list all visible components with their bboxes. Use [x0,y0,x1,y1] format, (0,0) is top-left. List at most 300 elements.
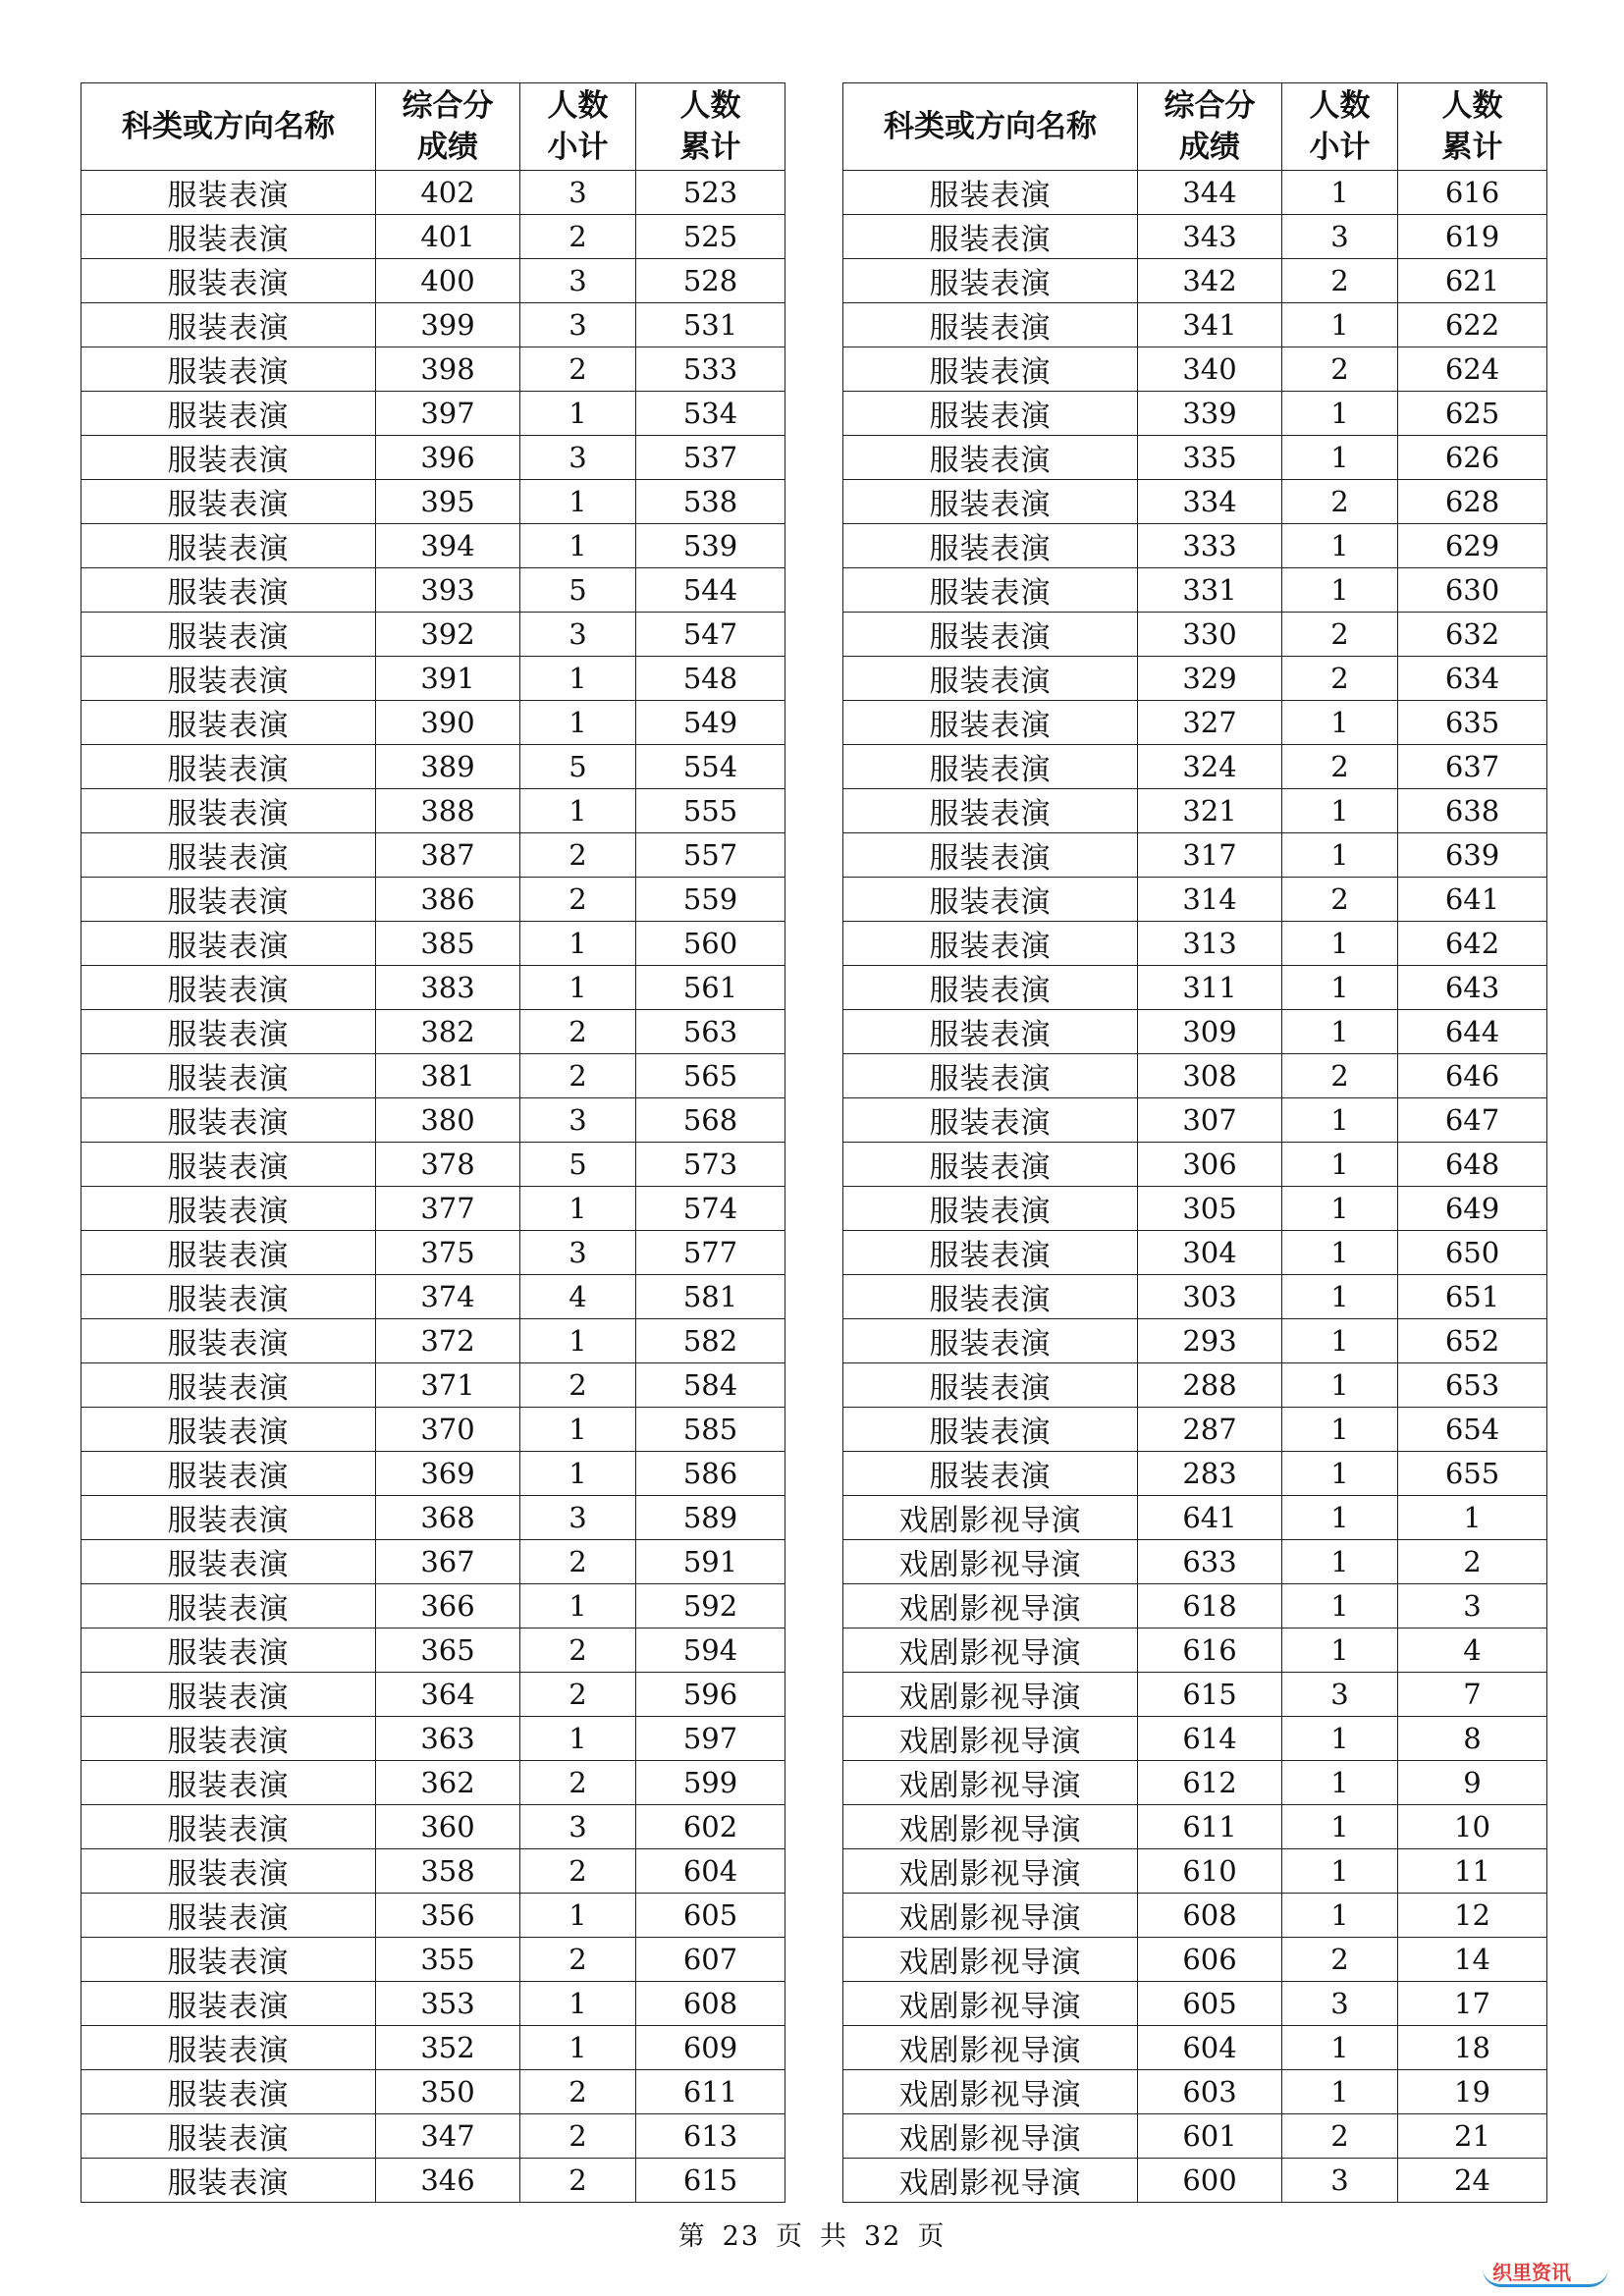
cell-name: 服装表演 [81,1584,376,1629]
cell-score: 313 [1138,922,1282,966]
cell-name: 服装表演 [843,657,1138,701]
cell-score: 339 [1138,392,1282,436]
table-row [81,215,785,259]
cell-score: 600 [1138,2159,1282,2203]
cell-score: 392 [376,613,520,657]
table-row [81,1408,785,1452]
cell-score: 394 [376,524,520,568]
cell-cumulative: 523 [636,171,785,215]
table-row [843,1717,1547,1761]
cell-cumulative: 11 [1398,1849,1547,1894]
cell-count: 3 [520,1231,636,1275]
header-score [376,83,520,171]
cell-score: 317 [1138,833,1282,878]
cell-cumulative: 642 [1398,922,1547,966]
cell-name: 服装表演 [81,347,376,392]
cell-name: 服装表演 [81,745,376,789]
header-score-line2: 成绩 [1179,130,1240,165]
table-row [843,215,1547,259]
cell-count: 1 [1282,1496,1398,1540]
table-row [81,1143,785,1187]
watermark-text: 织里资讯 [1492,2261,1571,2284]
table-row [843,2159,1547,2203]
cell-cumulative: 12 [1398,1894,1547,1938]
cell-score: 344 [1138,171,1282,215]
cell-count: 1 [1282,1894,1398,1938]
cell-count: 2 [1282,657,1398,701]
cell-name: 服装表演 [843,1363,1138,1408]
cell-score: 352 [376,2026,520,2070]
cell-cumulative: 581 [636,1275,785,1319]
header-score-line1: 综合分 [402,88,494,124]
cell-count: 2 [520,2070,636,2114]
cell-cumulative: 577 [636,1231,785,1275]
cell-cumulative: 584 [636,1363,785,1408]
header-count-line2: 小计 [547,130,609,165]
cell-name: 戏剧影视导演 [843,2026,1138,2070]
cell-name: 戏剧影视导演 [843,2070,1138,2114]
cell-count: 3 [520,171,636,215]
cell-count: 1 [520,789,636,833]
cell-cumulative: 534 [636,392,785,436]
table-row [81,745,785,789]
header-name: 科类或方向名称 [81,83,376,171]
cell-name: 服装表演 [81,1717,376,1761]
cell-cumulative: 611 [636,2070,785,2114]
table-row [843,2114,1547,2159]
cell-cumulative: 3 [1398,1584,1547,1629]
cell-count: 1 [1282,568,1398,613]
cell-name: 戏剧影视导演 [843,1717,1138,1761]
table-row [81,1761,785,1805]
table-row [81,1275,785,1319]
cell-count: 3 [520,1496,636,1540]
table-row [843,1496,1547,1540]
cell-cumulative: 8 [1398,1717,1547,1761]
cell-cumulative: 18 [1398,2026,1547,2070]
table-row [81,1363,785,1408]
cell-cumulative: 7 [1398,1673,1547,1717]
cell-score: 605 [1138,1982,1282,2026]
cell-count: 1 [1282,1363,1398,1408]
cell-name: 戏剧影视导演 [843,2114,1138,2159]
cell-count: 1 [520,392,636,436]
table-row [81,2070,785,2114]
cell-score: 614 [1138,1717,1282,1761]
cell-count: 2 [520,215,636,259]
cell-name: 服装表演 [81,1054,376,1098]
cell-name: 戏剧影视导演 [843,1673,1138,1717]
cell-cumulative: 596 [636,1673,785,1717]
cell-score: 386 [376,878,520,922]
cell-cumulative: 628 [1398,480,1547,524]
cell-score: 396 [376,436,520,480]
cell-cumulative: 637 [1398,745,1547,789]
cell-count: 3 [1282,215,1398,259]
cell-score: 611 [1138,1805,1282,1849]
cell-score: 399 [376,303,520,347]
cell-count: 3 [520,613,636,657]
cell-cumulative: 653 [1398,1363,1547,1408]
cell-score: 335 [1138,436,1282,480]
cell-cumulative: 585 [636,1408,785,1452]
cell-count: 1 [1282,922,1398,966]
cell-count: 4 [520,1275,636,1319]
table-row [81,1098,785,1143]
cell-name: 服装表演 [81,1938,376,1982]
table-row [81,1319,785,1363]
cell-score: 341 [1138,303,1282,347]
cell-name: 服装表演 [81,613,376,657]
cell-name: 服装表演 [843,833,1138,878]
cell-score: 309 [1138,1010,1282,1054]
cell-name: 服装表演 [843,922,1138,966]
cell-cumulative: 555 [636,789,785,833]
table-row [81,392,785,436]
table-row [81,922,785,966]
table-row [843,966,1547,1010]
cell-cumulative: 643 [1398,966,1547,1010]
cell-score: 610 [1138,1849,1282,1894]
table-row [81,1054,785,1098]
cell-score: 367 [376,1540,520,1584]
cell-name: 服装表演 [81,480,376,524]
cell-count: 2 [520,1629,636,1673]
cell-name: 服装表演 [843,171,1138,215]
cell-name: 服装表演 [843,1231,1138,1275]
cell-name: 服装表演 [843,480,1138,524]
cell-count: 2 [1282,1054,1398,1098]
table-body-right [843,171,1547,2203]
cell-name: 戏剧影视导演 [843,2159,1138,2203]
cell-count: 1 [520,1408,636,1452]
cell-cumulative: 9 [1398,1761,1547,1805]
cell-cumulative: 622 [1398,303,1547,347]
header-count-line1: 人数 [547,88,609,124]
cell-cumulative: 655 [1398,1452,1547,1496]
cell-score: 398 [376,347,520,392]
cell-score: 330 [1138,613,1282,657]
cell-count: 2 [1282,347,1398,392]
table-row [81,1010,785,1054]
cell-name: 服装表演 [843,966,1138,1010]
table-row [843,1629,1547,1673]
cell-score: 382 [376,1010,520,1054]
cell-score: 358 [376,1849,520,1894]
cell-cumulative: 539 [636,524,785,568]
cell-score: 365 [376,1629,520,1673]
cell-cumulative: 654 [1398,1408,1547,1452]
cell-cumulative: 533 [636,347,785,392]
cell-name: 服装表演 [81,1098,376,1143]
table-row [843,1849,1547,1894]
cell-count: 2 [520,1938,636,1982]
cell-name: 服装表演 [81,436,376,480]
cell-score: 366 [376,1584,520,1629]
table-row [81,259,785,303]
cell-cumulative: 561 [636,966,785,1010]
cell-score: 400 [376,259,520,303]
cell-name: 服装表演 [843,1187,1138,1231]
cell-count: 1 [1282,1540,1398,1584]
table-row [81,347,785,392]
table-row [843,1894,1547,1938]
cell-count: 5 [520,568,636,613]
cell-cumulative: 630 [1398,568,1547,613]
table-row [81,657,785,701]
table-row [81,1938,785,1982]
cell-count: 1 [1282,966,1398,1010]
cell-count: 1 [520,1187,636,1231]
cell-cumulative: 635 [1398,701,1547,745]
table-row [843,1540,1547,1584]
cell-score: 347 [376,2114,520,2159]
cell-score: 288 [1138,1363,1282,1408]
cell-cumulative: 591 [636,1540,785,1584]
cell-name: 服装表演 [843,701,1138,745]
cell-cumulative: 568 [636,1098,785,1143]
cell-name: 服装表演 [81,1629,376,1673]
cell-score: 370 [376,1408,520,1452]
table-row [843,657,1547,701]
cell-count: 1 [1282,1849,1398,1894]
cell-count: 1 [520,2026,636,2070]
cell-cumulative: 2 [1398,1540,1547,1584]
header-count-line2: 小计 [1309,130,1371,165]
cell-name: 戏剧影视导演 [843,1540,1138,1584]
cell-cumulative: 4 [1398,1629,1547,1673]
table-row [81,1717,785,1761]
cell-name: 服装表演 [843,1010,1138,1054]
cell-count: 2 [520,878,636,922]
header-cumulative-line2: 累计 [679,130,741,165]
cell-score: 353 [376,1982,520,2026]
cell-score: 364 [376,1673,520,1717]
cell-cumulative: 647 [1398,1098,1547,1143]
cell-name: 戏剧影视导演 [843,1584,1138,1629]
cell-score: 293 [1138,1319,1282,1363]
cell-cumulative: 528 [636,259,785,303]
table-row [843,259,1547,303]
cell-count: 1 [520,480,636,524]
cell-cumulative: 616 [1398,171,1547,215]
cell-score: 311 [1138,966,1282,1010]
cell-count: 2 [520,2159,636,2203]
cell-count: 2 [1282,745,1398,789]
cell-score: 388 [376,789,520,833]
cell-name: 服装表演 [81,922,376,966]
cell-name: 戏剧影视导演 [843,1894,1138,1938]
header-score-line2: 成绩 [417,130,478,165]
table-row [81,480,785,524]
cell-name: 戏剧影视导演 [843,1849,1138,1894]
cell-score: 368 [376,1496,520,1540]
cell-count: 1 [1282,1452,1398,1496]
table-row [81,1982,785,2026]
cell-score: 604 [1138,2026,1282,2070]
cell-count: 2 [520,833,636,878]
cell-cumulative: 597 [636,1717,785,1761]
page-footer [0,2215,1624,2253]
cell-score: 362 [376,1761,520,1805]
cell-cumulative: 573 [636,1143,785,1187]
cell-name: 服装表演 [81,701,376,745]
cell-score: 305 [1138,1187,1282,1231]
cell-name: 服装表演 [843,745,1138,789]
header-cumulative-line1: 人数 [1441,88,1503,124]
cell-score: 287 [1138,1408,1282,1452]
table-row [81,303,785,347]
table-row [843,1143,1547,1187]
watermark-logo [1483,2255,1610,2284]
cell-cumulative: 560 [636,922,785,966]
cell-cumulative: 624 [1398,347,1547,392]
cell-cumulative: 644 [1398,1010,1547,1054]
cell-cumulative: 625 [1398,392,1547,436]
cell-score: 641 [1138,1496,1282,1540]
cell-count: 1 [520,1584,636,1629]
table-row [81,2026,785,2070]
cell-count: 3 [1282,1982,1398,2026]
cell-name: 服装表演 [81,215,376,259]
cell-name: 服装表演 [81,1231,376,1275]
cell-name: 服装表演 [81,1540,376,1584]
cell-score: 387 [376,833,520,878]
cell-count: 1 [520,922,636,966]
table-row [81,833,785,878]
cell-score: 343 [1138,215,1282,259]
header-row [81,83,785,171]
cell-score: 283 [1138,1452,1282,1496]
cell-count: 1 [1282,789,1398,833]
cell-cumulative: 632 [1398,613,1547,657]
cell-name: 服装表演 [81,392,376,436]
table-row [81,171,785,215]
cell-count: 1 [520,1894,636,1938]
cell-count: 1 [1282,524,1398,568]
header-name: 科类或方向名称 [843,83,1138,171]
cell-name: 服装表演 [81,1408,376,1452]
cell-score: 615 [1138,1673,1282,1717]
cell-name: 服装表演 [843,1319,1138,1363]
cell-count: 2 [520,1010,636,1054]
cell-count: 3 [520,436,636,480]
cell-count: 1 [1282,303,1398,347]
cell-score: 303 [1138,1275,1282,1319]
cell-name: 服装表演 [81,1894,376,1938]
cell-name: 戏剧影视导演 [843,1982,1138,2026]
table-row [843,922,1547,966]
cell-cumulative: 531 [636,303,785,347]
cell-score: 618 [1138,1584,1282,1629]
cell-name: 服装表演 [81,568,376,613]
cell-cumulative: 599 [636,1761,785,1805]
table-row [843,2026,1547,2070]
cell-cumulative: 549 [636,701,785,745]
cell-score: 389 [376,745,520,789]
header-count [1282,83,1398,171]
header-cumulative-line1: 人数 [679,88,741,124]
cell-name: 服装表演 [81,878,376,922]
cell-count: 1 [1282,1187,1398,1231]
table-row [843,2070,1547,2114]
cell-name: 服装表演 [81,1275,376,1319]
table-row [81,613,785,657]
cell-count: 3 [1282,2159,1398,2203]
cell-count: 2 [520,1761,636,1805]
cell-name: 服装表演 [81,2026,376,2070]
cell-count: 5 [520,745,636,789]
cell-name: 服装表演 [81,1187,376,1231]
cell-score: 401 [376,215,520,259]
cell-cumulative: 21 [1398,2114,1547,2159]
footer-page-number: 23 [722,2221,760,2252]
table-row [81,568,785,613]
cell-cumulative: 557 [636,833,785,878]
cell-score: 375 [376,1231,520,1275]
cell-name: 服装表演 [843,1275,1138,1319]
cell-cumulative: 544 [636,568,785,613]
table-row [843,1584,1547,1629]
cell-cumulative: 634 [1398,657,1547,701]
cell-name: 戏剧影视导演 [843,1496,1138,1540]
cell-count: 2 [1282,259,1398,303]
cell-count: 1 [1282,1010,1398,1054]
cell-score: 360 [376,1805,520,1849]
table-row [843,1010,1547,1054]
cell-cumulative: 607 [636,1938,785,1982]
cell-score: 601 [1138,2114,1282,2159]
cell-score: 327 [1138,701,1282,745]
cell-score: 381 [376,1054,520,1098]
score-table-left [81,82,785,2203]
cell-count: 1 [1282,1584,1398,1629]
cell-name: 服装表演 [81,1496,376,1540]
table-row [843,701,1547,745]
cell-score: 342 [1138,259,1282,303]
table-row [843,568,1547,613]
table-row [843,347,1547,392]
cell-cumulative: 621 [1398,259,1547,303]
table-row [81,1452,785,1496]
cell-score: 372 [376,1319,520,1363]
cell-count: 2 [520,1054,636,1098]
cell-name: 服装表演 [81,2159,376,2203]
cell-count: 3 [520,303,636,347]
cell-cumulative: 559 [636,878,785,922]
cell-cumulative: 613 [636,2114,785,2159]
cell-cumulative: 14 [1398,1938,1547,1982]
cell-name: 服装表演 [843,1054,1138,1098]
cell-score: 333 [1138,524,1282,568]
cell-name: 服装表演 [81,1010,376,1054]
cell-name: 服装表演 [81,259,376,303]
table-row [843,1363,1547,1408]
cell-name: 服装表演 [81,1673,376,1717]
cell-score: 308 [1138,1054,1282,1098]
cell-count: 3 [520,259,636,303]
table-row [843,1231,1547,1275]
cell-name: 戏剧影视导演 [843,1629,1138,1673]
table-row [843,436,1547,480]
cell-cumulative: 554 [636,745,785,789]
cell-name: 服装表演 [81,1982,376,2026]
table-row [81,701,785,745]
cell-score: 331 [1138,568,1282,613]
cell-name: 服装表演 [843,303,1138,347]
footer-total-pages: 32 [864,2221,902,2252]
cell-name: 服装表演 [843,568,1138,613]
